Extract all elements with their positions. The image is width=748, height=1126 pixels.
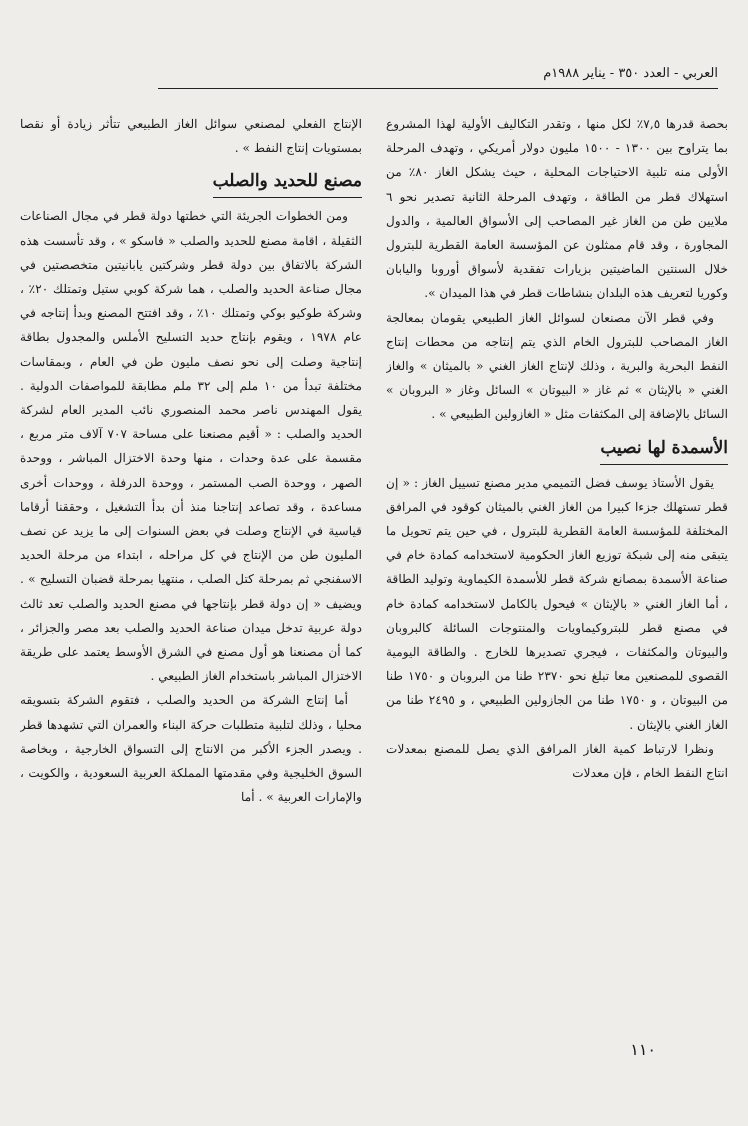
paragraph: يقول الأستاذ يوسف فضل التميمي مدير مصنع تسييل الغاز : « إن قطر تستهلك جزءا كبيرا من الغاز الغني بالميثان كوقود في المرافق المختلفة للمؤسسة العامة القطرية للبترول ، في حين يتم تحويل ما يتبقى منه إلى شبكة توزيع الغاز الحكومية لاستخدامه كمادة خام في صناعة الأسمدة بمصانع شركة قطر للأسمدة الكيماوية وتوليد الطاقة ، أما الغاز الغني « بالإيثان » فيحول بالكامل لاستخدامه كمادة خام في مصنع قطر للبتروكيماويات والمنتوجات السائلة كالبروبان والبيوتان والمكثفات ، فيجري تصديرها للخارج . والطاقة اليومية القصوى للمصنعين معا تبلغ نحو ٢٣٧٠ طنا من البروبان و ١٧٥٠ طنا من البيوتان ، و ١٧٥٠ طنا من الجازولين الطبيعي ، و ٢٤٩٥ طنا من الغاز الغني بالإيثان .: [386, 475, 728, 732]
section-heading: مصنع للحديد والصلب: [213, 166, 362, 198]
section-heading: الأسمدة لها نصيب: [600, 433, 728, 465]
paragraph: وفي قطر الآن مصنعان لسوائل الغاز الطبيعي يقومان بمعالجة الغاز المصاحب للبترول الخام الذي يتم إنتاجه من محطات إنتاج النفط البحرية والبرية ، وذلك لإنتاج الغاز الغني « بالميثان » والغاز الغني « بالإيثان » ثم غاز « البيوتان » السائل وغاز « البروبان » السائل بالإضافة إلى المكثفات مثل « الغازولين الطبيعي » .: [386, 310, 728, 422]
running-header: [158, 64, 718, 89]
page-number: ١١٠: [630, 1040, 656, 1059]
paragraph: أما إنتاج الشركة من الحديد والصلب ، فتقوم الشركة بتسويقه محليا ، وذلك لتلبية متطلبات حركة البناء والعمران التي تشهدها قطر . ويصدر الجزء الأكبر من الانتاج إلى التسواق الخارجية ، وبخاصة السوق الخليجية وفي مقدمتها المملكة العربية السعودية ، والكويت ، والإمارات العربية » . أما: [20, 693, 362, 805]
paragraph: الإنتاج الفعلي لمصنعي سوائل الغاز الطبيعي تتأثر زيادة أو نقصا بمستويات إنتاج النفط » .: [20, 117, 362, 156]
right-column: [386, 112, 728, 1042]
paragraph: ونظرا لارتباط كمية الغاز المرافق الذي يصل للمصنع بمعدلات انتاج النفط الخام ، فإن معدلات: [386, 741, 728, 781]
header-text: العربي - العدد ٣٥٠ - يناير ١٩٨٨م: [543, 66, 718, 81]
paragraph: ومن الخطوات الجريئة التي خطتها دولة قطر في مجال الصناعات الثقيلة ، اقامة مصنع للحديد والصلب « فاسكو » ، وقد تأسست هذه الشركة بالاتفاق بين دولة قطر وشركتين يابانيتين متخصصتين في مجال صناعة الحديد والصلب ، هما شركة كوبي ستيل وتمتلك ٢٠٪ ، وشركة طوكيو بوكي وتمتلك ١٠٪ ، وقد افتتح المصنع وبدأ إنتاجه في عام ١٩٧٨ ، ويقوم بإنتاج حديد التسليح الأملس والمجدول بطاقة إنتاجية وصلت إلى نحو نصف مليون طن في العام ، وبمقاسات مختلفة تبدأ من ١٠ ملم إلى ٣٢ ملم مطابقة للمواصفات الدولية . يقول المهندس ناصر محمد المنصوري نائب المدير العام لشركة الحديد والصلب : « أقيم مصنعنا على مساحة ٧٠٧ آلاف متر مربع ، مقسمة على عدة وحدات ، منها وحدة الاختزال المباشر ، ووحدة الصهر ، ووحدة الصب المستمر ، ووحدة الدرفلة ، ووحدات أخرى مساعدة ، وقد تصاعد إنتاجنا منذ أن بدأ التشغيل ، وحققنا أرقاما قياسية في الإنتاج وصلت في بعض السنوات إلى ما يزيد عن نصف المليون طن من الإنتاج في كل مراحله ، ابتداء من مرحلة الحديد الاسفنجي ثم بمرحلة كتل الصلب ، منتهيا بمرحلة قضبان التسليح » . ويضيف « إن دولة قطر بإنتاجها في مصنع الحديد والصلب تعد ثالث دولة عربية تدخل ميدان صناعة الحديد والصلب بعد مصر والجزائر ، كما أن مصنعنا هو أول مصنع في الشرق الأوسط يعتمد على طريقة الاختزال المباشر باستخدام الغاز الطبيعي .: [20, 209, 362, 684]
paragraph: بحصة قدرها ٧,٥٪ لكل منها ، وتقدر التكاليف الأولية لهذا المشروع بما يتراوح بين ١٣٠٠ - ١٥٠٠ مليون دولار أمريكي ، وتهدف المرحلة الأولى منه تلبية الاحتياجات المحلية ، حيث يشكل الغاز ٨٠٪ من استهلاك قطر من الطاقة ، وتهدف المرحلة الثانية تصدير نحو ٦ ملايين طن من الغاز غير المصاحب إلى الأسواق العالمية ، والدول المجاورة ، وقد قام ممثلون عن المؤسسة العامة القطرية للبترول خلال السنتين الماضيتين بزيارات تفقدية لأسواق أوروبا واليابان وكوريا لتعريف هذه البلدان بنشاطات قطر في هذا الميدان ».: [386, 117, 728, 301]
left-column: [20, 112, 362, 1042]
